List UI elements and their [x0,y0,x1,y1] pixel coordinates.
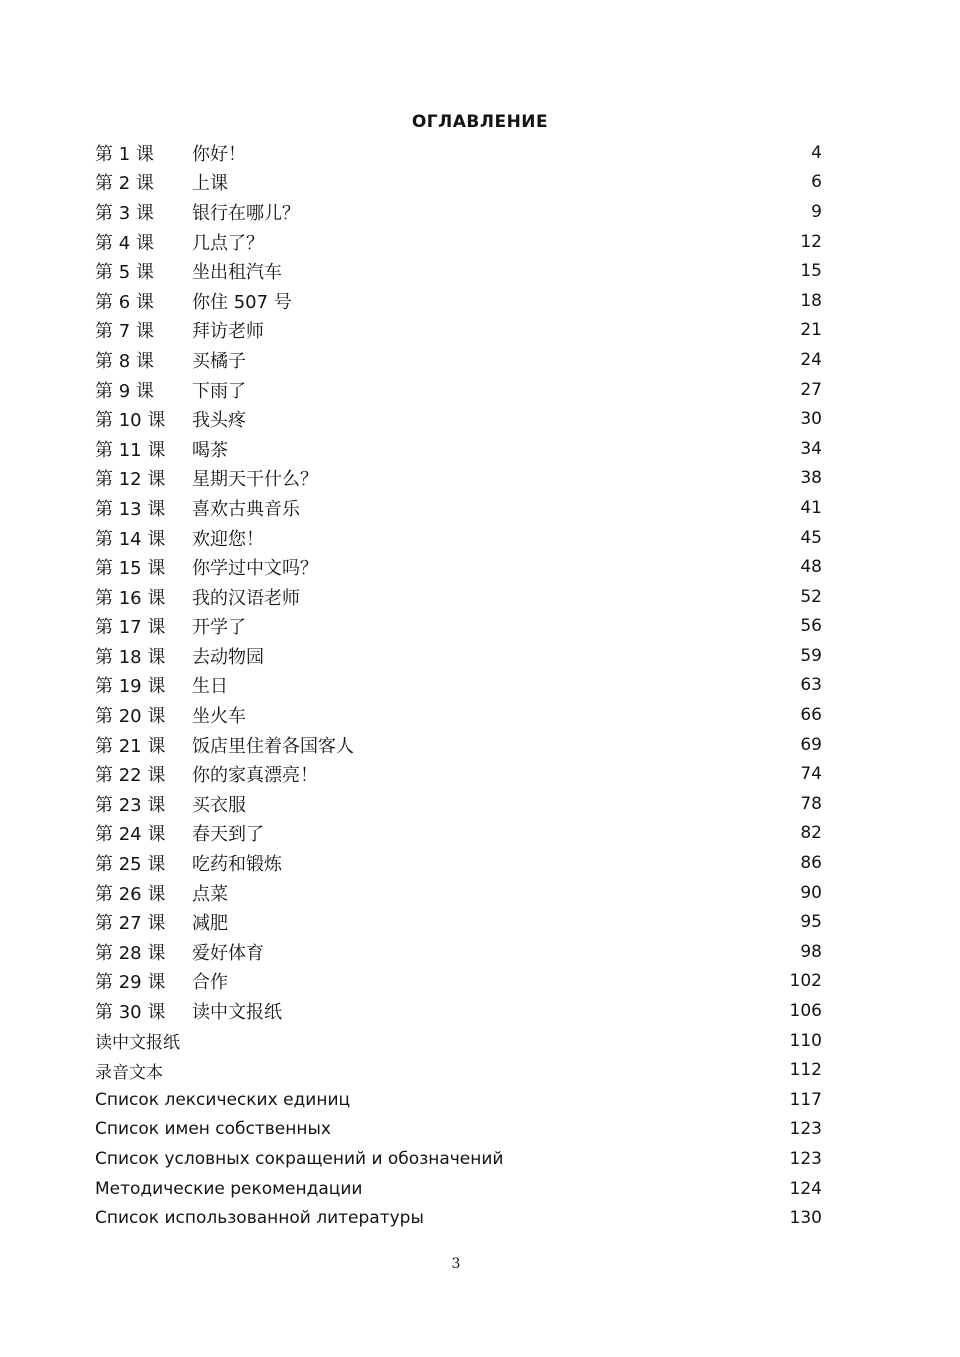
lesson-label: 第 26 课 [95,883,166,905]
lesson-title: 下雨了 [192,380,246,402]
entry-title: 读中文报纸 [95,1033,180,1054]
entry-page-number: 117 [789,1089,822,1110]
entry-page-number: 45 [800,527,822,548]
toc-row [95,523,822,553]
lesson-title: 我头疼 [192,410,246,432]
toc-row [95,1085,822,1115]
entry-page-number: 52 [800,586,822,607]
lesson-label: 第 15 课 [95,558,166,580]
toc-row [95,1115,822,1145]
lesson-label: 第 12 课 [95,469,166,491]
lesson-label: 第 16 课 [95,587,166,609]
toc-row [95,138,822,168]
lesson-label: 第 13 课 [95,498,166,520]
entry-page-number: 78 [800,793,822,814]
toc-row [95,700,822,730]
lesson-title: 拜访老师 [192,321,264,343]
entry-page-number: 38 [800,468,822,489]
lesson-label: 第 7 课 [95,321,154,343]
entry-page-number: 66 [800,705,822,726]
toc-row [95,345,822,375]
toc-row [95,730,822,760]
footer-page-number: 3 [451,1256,461,1272]
lesson-label: 第 10 课 [95,410,166,432]
entry-page-number: 6 [811,172,822,193]
lesson-title: 你住 507 号 [192,291,292,313]
lesson-label: 第 4 课 [95,232,154,254]
entry-page-number: 130 [789,1208,822,1229]
entry-page-number: 24 [800,349,822,370]
toc-row [95,967,822,997]
entry-page-number: 21 [800,320,822,341]
lesson-title: 生日 [192,676,228,698]
entry-page-number: 59 [800,645,822,666]
lesson-label: 第 27 课 [95,913,166,935]
lesson-label: 第 25 课 [95,854,166,876]
toc-row [95,1026,822,1056]
toc-row [95,612,822,642]
lesson-title: 喜欢古典音乐 [192,498,300,520]
toc-row [95,1203,822,1233]
entry-page-number: 124 [789,1178,822,1199]
entry-page-number: 90 [800,882,822,903]
lesson-title: 坐出租汽车 [192,262,282,284]
entry-page-number: 123 [789,1148,822,1169]
toc-row [95,316,822,346]
lesson-title: 春天到了 [192,824,264,846]
lesson-label: 第 2 课 [95,173,154,195]
entry-page-number: 27 [800,379,822,400]
entry-page-number: 86 [800,853,822,874]
entry-page-number: 30 [800,409,822,430]
entry-page-number: 34 [800,438,822,459]
lesson-title: 减肥 [192,913,228,935]
entry-page-number: 48 [800,557,822,578]
entry-page-number: 18 [800,290,822,311]
entry-title: Список имен собственных [95,1119,331,1140]
entry-title: 录音文本 [95,1062,163,1083]
toc-row [95,464,822,494]
lesson-title: 几点了？ [192,232,264,254]
lesson-label: 第 24 课 [95,824,166,846]
toc-row [95,819,822,849]
lesson-label: 第 21 课 [95,735,166,757]
lesson-title: 吃药和锻炼 [192,854,282,876]
lesson-label: 第 19 课 [95,676,166,698]
toc-row [95,671,822,701]
entry-page-number: 110 [789,1030,822,1051]
lesson-title: 你好！ [192,143,246,165]
lesson-title: 读中文报纸 [192,1002,282,1024]
entry-page-number: 95 [800,912,822,933]
lesson-label: 第 17 课 [95,617,166,639]
toc-row [95,848,822,878]
entry-page-number: 69 [800,734,822,755]
entry-page-number: 15 [800,261,822,282]
entry-page-number: 112 [789,1060,822,1081]
page-title: ОГЛАВЛЕНИЕ [411,112,549,132]
lesson-title: 喝茶 [192,439,228,461]
lesson-label: 第 14 课 [95,528,166,550]
entry-page-number: 12 [800,231,822,252]
toc-row [95,937,822,967]
lesson-label: 第 5 课 [95,262,154,284]
lesson-label: 第 8 课 [95,350,154,372]
entry-page-number: 4 [811,142,822,163]
toc-row [95,907,822,937]
lesson-title: 星期天干什么？ [192,469,318,491]
toc-row [95,404,822,434]
lesson-title: 爱好体育 [192,942,264,964]
lesson-title: 饭店里住着各国客人 [192,735,354,757]
toc-row [95,375,822,405]
lesson-label: 第 22 课 [95,765,166,787]
entry-page-number: 63 [800,675,822,696]
toc-row [95,1144,822,1174]
table-of-contents [95,138,822,1233]
entry-page-number: 82 [800,823,822,844]
toc-row [95,286,822,316]
lesson-title: 点菜 [192,883,228,905]
toc-row [95,1055,822,1085]
lesson-title: 坐火车 [192,706,246,728]
lesson-label: 第 30 课 [95,1002,166,1024]
toc-row [95,789,822,819]
entry-title: Список условных сокращений и обозначений [95,1148,504,1169]
lesson-title: 买橘子 [192,350,246,372]
toc-row [95,256,822,286]
toc-row [95,552,822,582]
entry-page-number: 41 [800,497,822,518]
entry-page-number: 123 [789,1119,822,1140]
lesson-label: 第 20 课 [95,706,166,728]
lesson-title: 合作 [192,972,228,994]
lesson-title: 买衣服 [192,794,246,816]
lesson-title: 上课 [192,173,228,195]
toc-row [95,641,822,671]
entry-title: Методические рекомендации [95,1178,363,1199]
toc-row [95,434,822,464]
lesson-label: 第 11 课 [95,439,166,461]
lesson-title: 你学过中文吗？ [192,558,318,580]
entry-page-number: 9 [811,201,822,222]
toc-row [95,227,822,257]
toc-row [95,168,822,198]
lesson-title: 你的家真漂亮！ [192,765,318,787]
toc-row [95,493,822,523]
toc-row [95,878,822,908]
toc-row [95,759,822,789]
entry-page-number: 106 [789,1001,822,1022]
lesson-title: 欢迎您！ [192,528,264,550]
entry-page-number: 102 [789,971,822,992]
toc-row [95,1174,822,1204]
lesson-label: 第 1 课 [95,143,154,165]
entry-title: Список использованной литературы [95,1208,424,1229]
lesson-title: 去动物园 [192,646,264,668]
lesson-title: 开学了 [192,617,246,639]
lesson-label: 第 18 课 [95,646,166,668]
toc-row [95,582,822,612]
lesson-label: 第 29 课 [95,972,166,994]
lesson-label: 第 3 课 [95,202,154,224]
lesson-label: 第 6 课 [95,291,154,313]
entry-title: Список лексических единиц [95,1089,351,1110]
lesson-title: 银行在哪儿？ [192,202,300,224]
entry-page-number: 98 [800,941,822,962]
lesson-label: 第 23 课 [95,794,166,816]
lesson-label: 第 28 课 [95,942,166,964]
lesson-title: 我的汉语老师 [192,587,300,609]
lesson-label: 第 9 课 [95,380,154,402]
entry-page-number: 74 [800,764,822,785]
toc-row [95,197,822,227]
entry-page-number: 56 [800,616,822,637]
toc-row [95,996,822,1026]
